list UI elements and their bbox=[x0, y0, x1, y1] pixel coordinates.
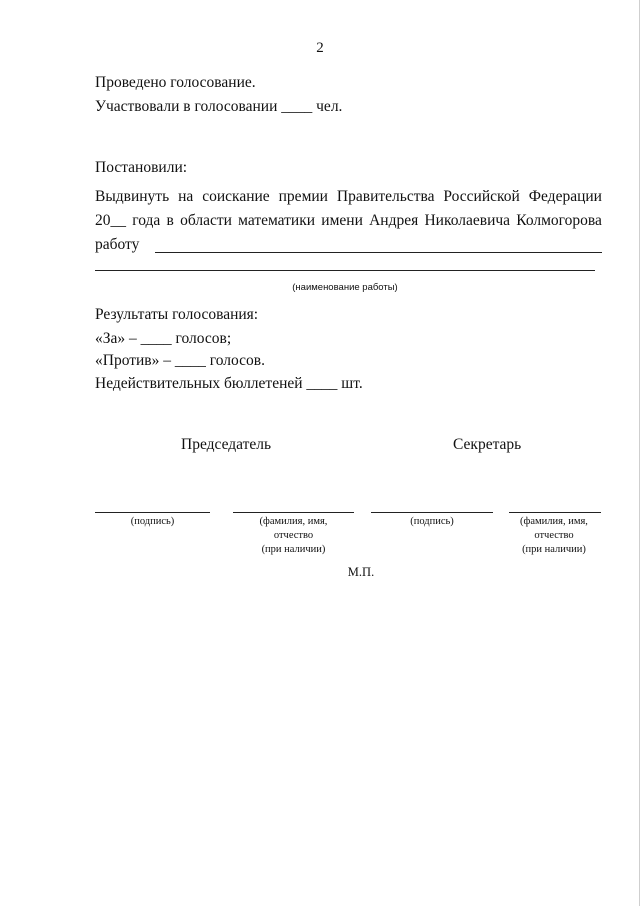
caption-line: отчество bbox=[273, 530, 314, 541]
word: года bbox=[132, 212, 161, 229]
word: на bbox=[178, 188, 194, 205]
caption-line: (при наличии) bbox=[522, 544, 586, 555]
chairman-name-line bbox=[233, 512, 354, 513]
word: математики bbox=[238, 212, 316, 229]
chairman-name-caption bbox=[233, 515, 354, 557]
work-title-caption: (наименование работы) bbox=[292, 282, 398, 293]
word: Федерации bbox=[528, 188, 602, 205]
word: премии bbox=[278, 188, 328, 205]
word: Андрея bbox=[369, 212, 419, 229]
results-heading: Результаты голосования: bbox=[95, 306, 259, 323]
word: Правительства bbox=[336, 188, 435, 205]
caption-line: отчество bbox=[534, 530, 574, 541]
secretary-label: Секретарь bbox=[453, 436, 522, 453]
word: соискание bbox=[202, 188, 270, 205]
chairman-signature-line bbox=[95, 512, 210, 513]
results-for: «За» – ____ голосов; bbox=[95, 330, 232, 347]
resolution-line-2 bbox=[95, 211, 602, 231]
word: Российской bbox=[443, 188, 520, 205]
word: Колмогорова bbox=[516, 212, 602, 229]
results-against: «Против» – ____ голосов. bbox=[95, 352, 265, 369]
work-label: работу bbox=[95, 236, 140, 253]
work-title-line-1 bbox=[155, 252, 602, 253]
voting-participants-text: Участвовали в голосовании ____ чел. bbox=[95, 98, 343, 115]
chairman-label: Председатель bbox=[181, 436, 272, 453]
results-invalid: Недействительных бюллетеней ____ шт. bbox=[95, 375, 363, 392]
word: 20__ bbox=[95, 212, 126, 229]
secretary-signature-caption: (подпись) bbox=[410, 516, 454, 527]
word: в bbox=[166, 212, 174, 229]
caption-line: (при наличии) bbox=[261, 544, 326, 555]
word: Выдвинуть bbox=[95, 188, 170, 205]
resolution-line-1 bbox=[95, 187, 602, 207]
word: Николаевича bbox=[424, 212, 511, 229]
caption-line: (фамилия, имя, bbox=[259, 516, 328, 527]
page-number: 2 bbox=[316, 40, 324, 56]
resolved-heading: Постановили: bbox=[95, 159, 188, 176]
voting-held-text: Проведено голосование. bbox=[95, 74, 256, 91]
word: области bbox=[180, 212, 232, 229]
secretary-name-line bbox=[509, 512, 601, 513]
chairman-signature-caption: (подпись) bbox=[130, 516, 175, 527]
caption-line: (фамилия, имя, bbox=[520, 516, 588, 527]
word: имени bbox=[321, 212, 363, 229]
seal-placeholder: М.П. bbox=[347, 565, 375, 579]
work-title-line-2 bbox=[95, 270, 595, 271]
secretary-signature-line bbox=[371, 512, 493, 513]
secretary-name-caption bbox=[504, 515, 604, 557]
